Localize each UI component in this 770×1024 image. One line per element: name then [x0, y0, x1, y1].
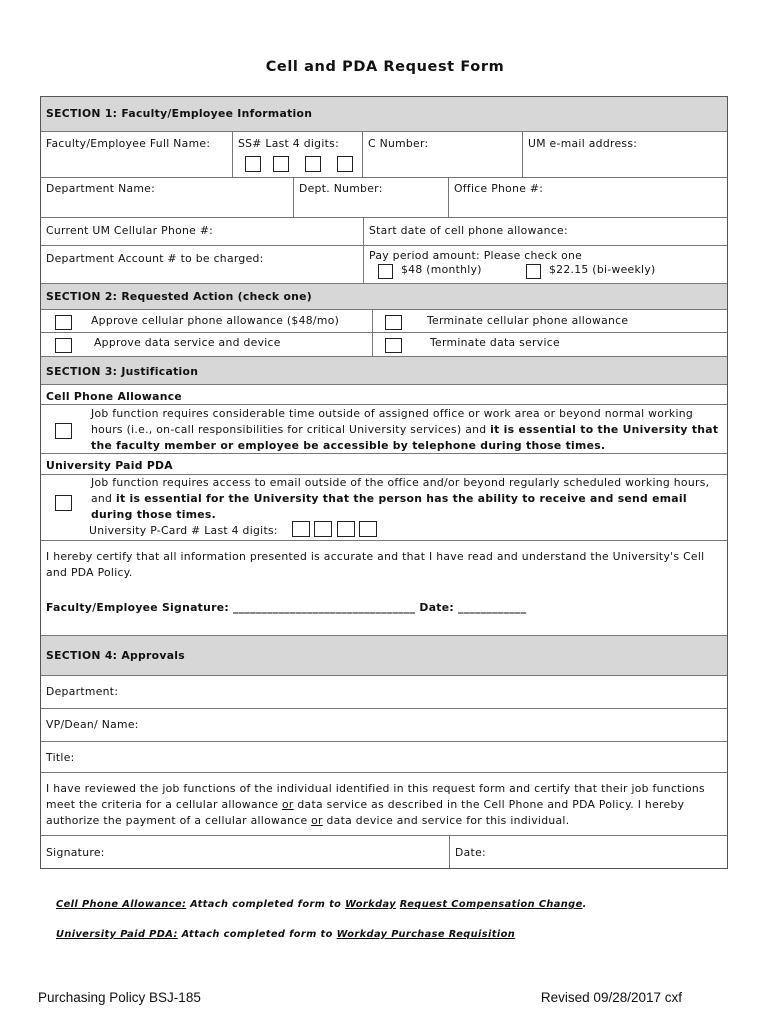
current-phone-field[interactable]: Current UM Cellular Phone #: — [46, 224, 214, 237]
pcard-digit-box-1[interactable] — [292, 521, 310, 537]
workday-purchase-requisition-link[interactable]: Workday Purchase Requisition — [336, 929, 516, 940]
request-form — [40, 96, 728, 869]
approve-allowance-option[interactable]: Approve cellular phone allowance ($48/mo) — [41, 310, 372, 332]
pcard-digit-box-3[interactable] — [337, 521, 355, 537]
approval-statement-row: I have reviewed the job functions of the individual identified in this request form and certify that their job functions meet the criteria for a cellular allowance or data service as described in the Cell Phone and PDA Policy. I hereby authorize the payment of a cellular allowance or data device and service for this individual. — [41, 772, 727, 835]
monthly-checkbox[interactable] — [378, 264, 393, 279]
revision-footer: Revised 09/28/2017 cxf — [540, 990, 682, 1005]
pda-note: University Paid PDA: Attach completed form to Workday Purchase Requisition — [56, 929, 516, 940]
dept-number-field[interactable]: Dept. Number: — [293, 178, 448, 217]
section2-row-data — [41, 332, 727, 356]
employee-signature-line[interactable]: Faculty/Employee Signature: ________________________________ Date: ____________ — [46, 601, 527, 614]
approval-statement-line3: authorize the payment of a cellular allowance or data device and service for this individual. — [46, 814, 570, 827]
approve-data-checkbox[interactable] — [55, 338, 72, 353]
cell-justification-line2: hours (i.e., on-call responsibilities for critical University services) and it is essential to the University that — [91, 423, 719, 436]
start-date-field[interactable]: Start date of cell phone allowance: — [363, 218, 727, 245]
university-paid-pda-header: University Paid PDA — [41, 453, 727, 474]
section2-header: SECTION 2: Requested Action (check one) — [41, 283, 727, 309]
section2-row-allowance — [41, 309, 727, 332]
terminate-data-option[interactable]: Terminate data service — [372, 333, 727, 356]
section1-row-identity — [41, 131, 727, 177]
pda-justification-line2: and it is essential for the University that the person has the ability to receive and send email — [91, 492, 687, 505]
section1-row-phone — [41, 217, 727, 245]
section1-row-department — [41, 177, 727, 217]
full-name-field[interactable]: Faculty/Employee Full Name: — [46, 137, 211, 150]
terminate-allowance-option[interactable]: Terminate cellular phone allowance — [372, 310, 727, 332]
certification-row: I hereby certify that all information presented is accurate and that I have read and understand the University's Cell and PDA Policy. Faculty/Employee Signature: ________________________________ Date: ____________ — [41, 540, 727, 635]
request-compensation-change-link[interactable]: Request Compensation Change — [399, 899, 583, 910]
biweekly-checkbox[interactable] — [526, 264, 541, 279]
ss-digit-box-2[interactable] — [273, 156, 289, 172]
section1-header: SECTION 1: Faculty/Employee Information — [41, 97, 727, 131]
approve-allowance-checkbox[interactable] — [55, 315, 72, 330]
pda-justification-checkbox[interactable] — [55, 495, 72, 511]
department-name-field[interactable]: Department Name: — [46, 182, 156, 195]
policy-footer: Purchasing Policy BSJ-185 — [38, 990, 201, 1005]
section1-row-payment — [41, 245, 727, 283]
approval-vp-dean-field[interactable]: VP/Dean/ Name: — [41, 708, 727, 741]
pda-justification-row: Job function requires access to email outside of the office and/or beyond regularly scheduled working hours, and it is essential for the University that the person has the ability to receive and send email during those times. University P-Card # Last 4 digits: — [41, 474, 727, 540]
ss-digit-box-4[interactable] — [337, 156, 353, 172]
approval-title-field[interactable]: Title: — [41, 741, 727, 772]
cell-phone-allowance-header: Cell Phone Allowance — [41, 384, 727, 404]
ss-digit-box-3[interactable] — [305, 156, 321, 172]
pay-period-field: Pay period amount: Please check one $48 (monthly) $22.15 (bi-weekly) — [363, 246, 727, 283]
approval-signature-row — [41, 835, 727, 868]
approval-signature-field[interactable]: Signature: — [46, 846, 105, 859]
ss-digit-box-1[interactable] — [245, 156, 261, 172]
terminate-data-checkbox[interactable] — [385, 338, 402, 353]
cell-justification-row: Job function requires considerable time outside of assigned office or work area or beyond normal working hours (i.e., on-call responsibilities for critical University services) and it is essential to the University that the faculty member or employee be accessible by telephone during those times. — [41, 404, 727, 453]
approval-statement-line2: meet the criteria for a cellular allowance or data service as described in the Cell Phone and PDA Policy. I hereby — [46, 798, 685, 811]
cell-justification-checkbox[interactable] — [55, 423, 72, 439]
dept-account-field[interactable]: Department Account # to be charged: — [46, 252, 264, 265]
pcard-digit-box-2[interactable] — [314, 521, 332, 537]
um-email-field[interactable]: UM e-mail address: — [522, 132, 727, 177]
pcard-digit-box-4[interactable] — [359, 521, 377, 537]
approval-date-field[interactable]: Date: — [449, 836, 727, 868]
ss-last4-field[interactable]: SS# Last 4 digits: — [232, 132, 362, 177]
c-number-field[interactable]: C Number: — [362, 132, 522, 177]
office-phone-field[interactable]: Office Phone #: — [448, 178, 727, 217]
approval-department-field[interactable]: Department: — [41, 675, 727, 708]
terminate-allowance-checkbox[interactable] — [385, 315, 402, 330]
section4-header: SECTION 4: Approvals — [41, 635, 727, 675]
cell-phone-note: Cell Phone Allowance: Attach completed form to Workday Request Compensation Change. — [56, 899, 587, 910]
section3-header: SECTION 3: Justification — [41, 356, 727, 384]
form-title: Cell and PDA Request Form — [265, 59, 505, 75]
approve-data-option[interactable]: Approve data service and device — [41, 333, 372, 356]
